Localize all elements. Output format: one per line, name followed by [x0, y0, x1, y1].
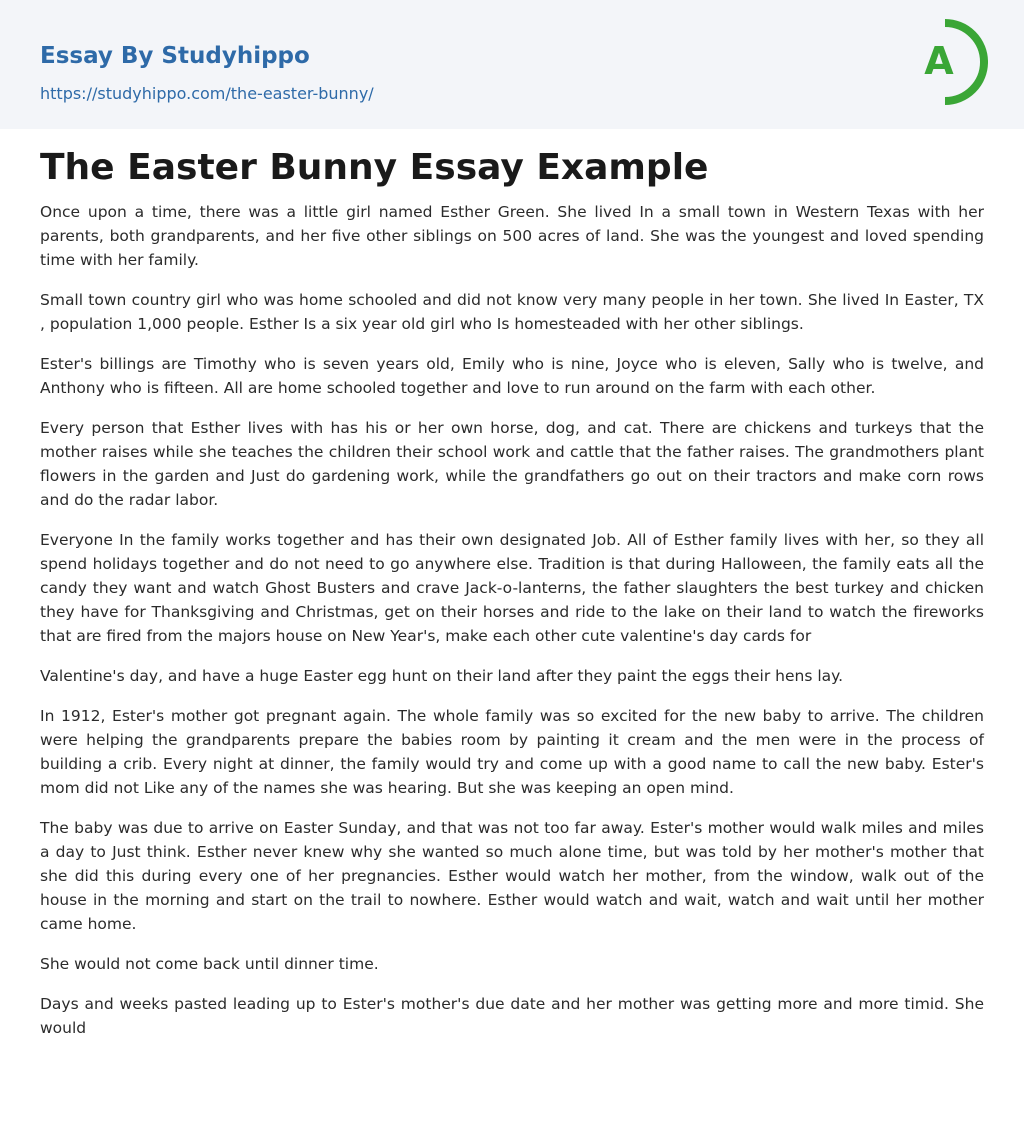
- brand-title: Essay By Studyhippo: [40, 43, 310, 69]
- logo-letter: A: [924, 39, 954, 83]
- essay-paragraph: Everyone In the family works together and has their own designated Job. All of Esther family lives with her, so they all spend holidays together and do not need to go anywhere else. Tradition is that during Halloween, the family eats all the candy they want and watch Ghost Busters and crave Jack-o-lanterns, the father slaughters the best turkey and chicken they have for Thanksgiving and Christmas, get on their horses and ride to the lake on their land to watch the fireworks that are fired from the majors house on New Year's, make each other cute valentine's day cards for: [40, 531, 984, 645]
- essay-paragraph: Ester's billings are Timothy who is seven years old, Emily who is nine, Joyce who is eleven, Sally who is twelve, and Anthony who is fifteen. All are home schooled together and love to run around on the farm with each other.: [40, 355, 984, 397]
- essay-paragraph: Every person that Esther lives with has his or her own horse, dog, and cat. There are chickens and turkeys that the mother raises while she teaches the children their school work and cattle that the father raises. The grandmothers plant flowers in the garden and Just do gardening work, while the grandfathers go out on their tractors and make corn rows and do the radar labor.: [40, 419, 984, 509]
- essay-body: [40, 200, 984, 1056]
- essay-url-link[interactable]: https://studyhippo.com/the-easter-bunny/: [40, 84, 374, 103]
- essay-paragraph: Days and weeks pasted leading up to Ester's mother's due date and her mother was getting more and more timid. She would: [40, 995, 984, 1037]
- essay-paragraph: She would not come back until dinner time.: [40, 955, 379, 973]
- essay-paragraph: Valentine's day, and have a huge Easter egg hunt on their land after they paint the eggs their hens lay.: [40, 667, 844, 685]
- page-title: The Easter Bunny Essay Example: [40, 147, 709, 188]
- studyhippo-logo-icon[interactable]: [912, 18, 988, 106]
- essay-paragraph: The baby was due to arrive on Easter Sunday, and that was not too far away. Ester's mother would walk miles and miles a day to Just think. Esther never knew why she wanted so much alone time, but was told by her mother's mother that she did this during every one of her pregnancies. Esther would watch her mother, from the window, walk out of the house in the morning and start on the trail to nowhere. Esther would watch and wait, watch and wait until her mother came home.: [40, 819, 984, 933]
- essay-paragraph: In 1912, Ester's mother got pregnant again. The whole family was so excited for the new baby to arrive. The children were helping the grandparents prepare the babies room by painting it cream and the men were in the process of building a crib. Every night at dinner, the family would try and come up with a good name to call the new baby. Ester's mom did not Like any of the names she was hearing. But she was keeping an open mind.: [40, 707, 984, 797]
- essay-paragraph: Once upon a time, there was a little girl named Esther Green. She lived In a small town in Western Texas with her parents, both grandparents, and her five other siblings on 500 acres of land. She was the youngest and loved spending time with her family.: [40, 203, 984, 269]
- essay-paragraph: Small town country girl who was home schooled and did not know very many people in her town. She lived In Easter, TX , population 1,000 people. Esther Is a six year old girl who Is homesteaded with her other siblings.: [40, 291, 984, 333]
